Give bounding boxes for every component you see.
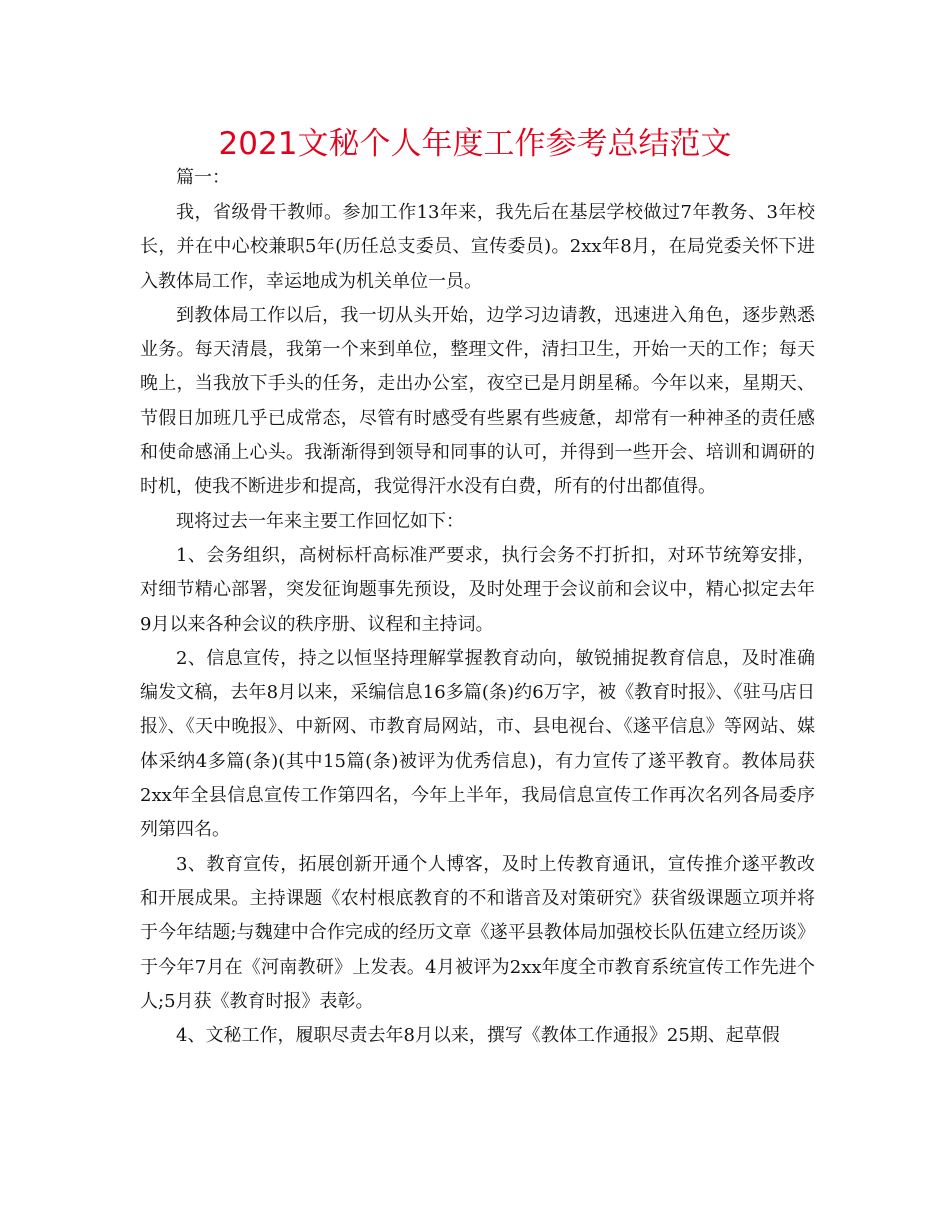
section-label: 篇一： [176,167,230,188]
paragraph-item-4: 4、文秘工作，履职尽责去年8月以来，撰写《教体工作通报》25期、起草假 [176,1025,780,1047]
document-title: 2021文秘个人年度工作参考总结范文 [218,126,732,162]
paragraph-work-attitude: 到教体局工作以后，我一切从头开始，边学习边请教，迅速进入角色，逐步熟悉业务。每天清晨，我第一个来到单位，整理文件，清扫卫生，开始一天的工作；每天晚上，当我放下手头的任务，走出办公室，夜空已是月朗星稀。今年以来，星期天、节假日加班几乎已成常态，尽管有时感受有些累有些疲惫，却常有一种神圣的责任感和使命感涌上心头。我渐渐得到领导和同事的认可，并得到一些开会、培训和调研的时机，使我不断进步和提高，我觉得汗水没有白费，所有的付出都值得。 [140,304,815,498]
paragraph-item-2: 2、信息宣传，持之以恒坚持理解掌握教育动向，敏锐捕捉教育信息，及时准确编发文稿，去年8月以来，采编信息16多篇(条)约6万字，被《教育时报》、《驻马店日报》、《天中晚报》、中新网、市教育局网站，市、县电视台、《遂平信息》等网站、媒体采纳4多篇(条)(其中15篇(条)被评为优秀信息)，有力宣传了遂平教育。教体局获2xx年全县信息宣传工作第四名，今年上半年，我局信息宣传工作再次名列各局委序列第四名。 [140,647,815,841]
document-body [140,160,815,1053]
paragraph-review-lead: 现将过去一年来主要工作回忆如下： [176,510,464,532]
paragraph-item-1: 1、会务组织，高树标杆高标准严要求，执行会务不打折扣，对环节统筹安排，对细节精心部署，突发征询题事先预设，及时处理于会议前和会议中，精心拟定去年9月以来各种会议的秩序册、议程和主持词。 [140,544,815,635]
paragraph-item-3: 3、教育宣传，拓展创新开通个人博客，及时上传教育通讯，宣传推介遂平教改和开展成果。主持课题《农村根底教育的不和谐音及对策研究》获省级课题立项并将于今年结题;与魏建中合作完成的经历文章《遂平县教体局加强校长队伍建立经历谈》于今年7月在《河南教研》上发表。4月被评为2xx年度全市教育系统宣传工作先进个人;5月获《教育时报》表彰。 [140,853,815,1012]
paragraph-intro: 我，省级骨干教师。参加工作13年来，我先后在基层学校做过7年教务、3年校长，并在中心校兼职5年(历任总支委员、宣传委员)。2xx年8月，在局党委关怀下进入教体局工作，幸运地成为机关单位一员。 [140,202,815,292]
